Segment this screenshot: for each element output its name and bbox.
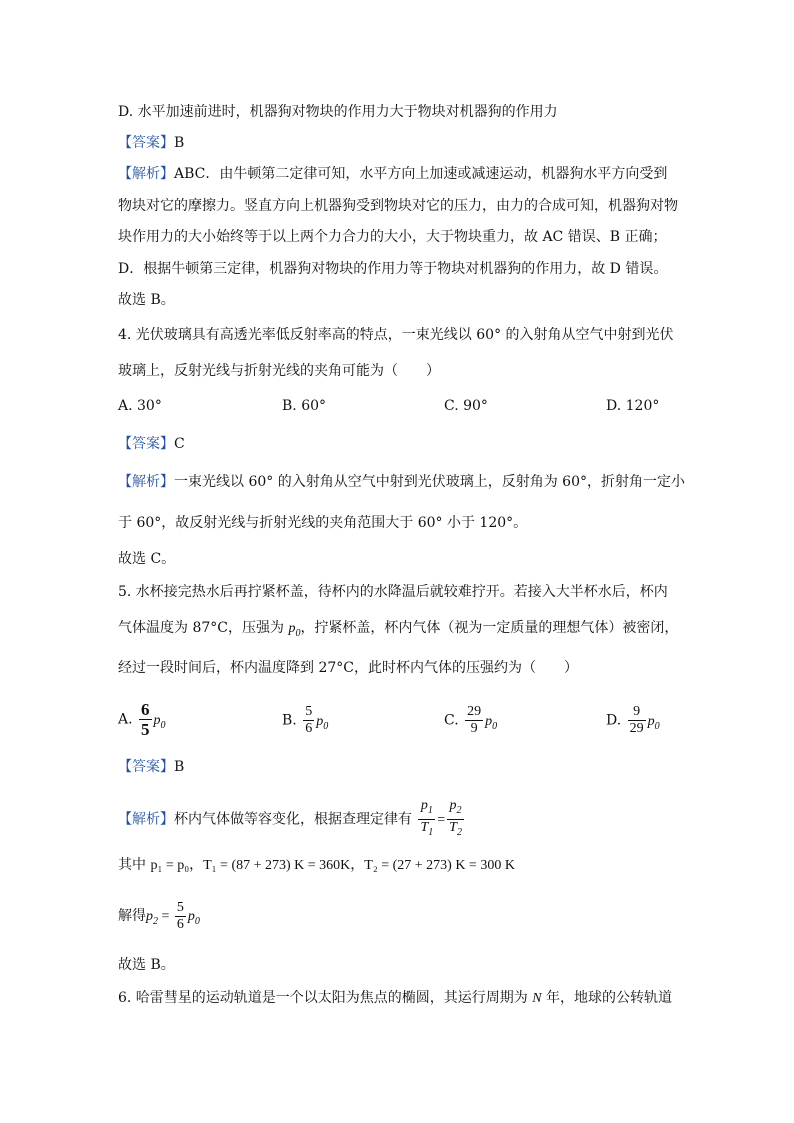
answer-tag: 【答案】 [118,436,174,452]
q5-option-b [282,704,328,737]
q4-option-a: A. 30° [118,398,162,414]
q3-analysis-line-2: 物块对它的摩擦力。竖直方向上机器狗受到物块对它的压力，由力的合成可知，机器狗对物 [118,198,678,214]
q5-stem-line-1: 5. 水杯接完热水后再拧紧杯盖，待杯内的水降温后就较难拧开。若接入大半杯水后，杯内 [118,584,668,600]
q4-conclusion: 故选 C。 [118,551,176,567]
stem-text: ，拧紧杯盖，杯内气体（视为一定质量的理想气体）被密闭， [300,620,679,636]
stem-text: 气体温度为 87°C，压强为 [118,620,289,636]
option-fraction [628,704,646,737]
given-formula: p₁ = p₀，T₁ = (87 + 273) K = 360K，T₂ = (27 + 273) K = 300 K [150,858,515,873]
p0-symbol: $p_0$ [288,621,301,639]
fraction-denominator: 29 [629,721,644,736]
answer-tag: 【答案】 [118,135,174,151]
analysis-text: ABC．由牛顿第二定律可知，水平方向上加速或减速运动，机器狗水平方向受到 [174,166,668,182]
p0-symbol: $p_0$ [316,713,329,732]
q3-analysis-line-4: D．根据牛顿第三定律，机器狗对物块的作用力等于物块对机器狗的作用力，故 D 错误。 [118,261,668,277]
q5-option-c [444,704,497,737]
analysis-tag: 【解析】 [118,166,174,182]
q6-stem-line-1 [118,988,672,1009]
fraction-numerator: 5 [176,899,184,915]
q5-option-d [606,704,660,737]
fraction-numerator: 9 [628,704,646,721]
fraction-numerator: 29 [467,704,482,719]
solve-prefix: 解得 [118,908,146,924]
solve-fraction [175,900,186,933]
q4-option-d: D. 120° [606,398,660,414]
q5-stem-line-3: 经过一段时间后，杯内温度降到 27°C，此时杯内气体的压强约为（ ） [118,660,578,676]
stem-text: 年，地球的公转轨道 [541,990,673,1006]
q4-stem-line-1: 4. 光伏玻璃具有高透光率低反射率高的特点，一束光线以 60° 的入射角从空气中射到光伏 [118,327,674,343]
q4-option-c: C. 90° [444,398,488,414]
p0-symbol: $p_0$ [647,713,660,732]
charles-law-left: $\frac{p_1}{T_1}$ [420,798,434,838]
fraction-denominator: 6 [305,721,313,736]
option-fraction [139,700,152,739]
q4-analysis-line-2: 于 60°，故反射光线与折射光线的夹角范围大于 60° 小于 120°。 [118,515,528,531]
fraction-denominator: 9 [470,721,478,736]
analysis-tag: 【解析】 [118,811,174,828]
q4-analysis-line-1 [118,472,685,492]
period-symbol: N [532,991,542,1006]
q3-conclusion: 故选 B。 [118,292,175,308]
q3-analysis-line-3: 块作用力的大小始终等于以上两个力合力的大小，大于物块重力，故 AC 错误、B 正确； [118,229,667,245]
fraction-denominator: 5 [141,720,150,739]
q5-answer [118,757,184,777]
analysis-text: 一束光线以 60° 的入射角从空气中射到光伏玻璃上，反射角为 60°，折射角一定小 [174,474,685,490]
q5-given-line [118,855,515,876]
q3-analysis-line-1 [118,164,667,184]
q5-stem-line-2 [118,618,678,644]
stem-text: 6. 哈雷彗星的运动轨道是一个以太阳为焦点的椭圆，其运行周期为 [118,990,533,1006]
answer-value: B [174,135,185,151]
analysis-tag: 【解析】 [118,474,174,490]
q5-solve-line: 解得$p_2$ = $\frac{5}{6}$ $p_0$ [118,899,200,932]
fraction-numerator: 5 [305,704,313,719]
q5-conclusion: 故选 B。 [118,957,175,973]
q4-stem-line-2: 玻璃上，反射光线与折射光线的夹角可能为（ ） [118,363,440,379]
q5-option-a [118,700,166,739]
q3-answer [118,133,184,153]
option-fraction [465,704,483,737]
charles-law-right: $\frac{p_2}{T_2}$ [449,798,462,838]
option-label: C. [444,712,459,729]
fraction-denominator: 6 [176,916,184,932]
answer-value: B [174,759,185,775]
option-label: B. [282,712,297,729]
p0-symbol: $p_0$ [485,713,498,732]
analysis-text: 杯内气体做等容变化，根据查理定律有 [174,811,412,828]
answer-value: C [174,436,185,452]
answer-tag: 【答案】 [118,759,174,775]
q4-option-b: B. 60° [282,398,327,414]
p0-symbol: $p_0$ [153,712,166,731]
option-label: A. [118,711,133,728]
q4-answer [118,434,185,454]
q5-analysis-line-1: 【解析】杯内气体做等容变化，根据查理定律有 $\frac{p_1}{T_1}$ = $\frac{p_2}{T_2}$ [118,798,466,841]
given-prefix: 其中 [118,857,146,873]
option-label: D. [606,712,622,729]
option-fraction [303,704,314,737]
fraction-numerator: 6 [141,700,150,719]
q3-option-d: D. 水平加速前进时，机器狗对物块的作用力大于物块对机器狗的作用力 [118,104,558,120]
